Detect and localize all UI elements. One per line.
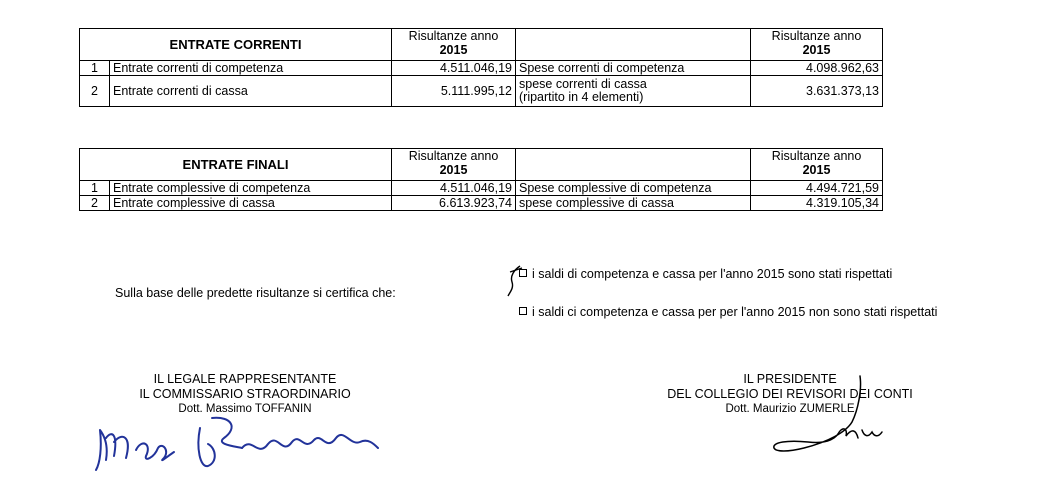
signatory-title: IL COMMISSARIO STRAORDINARIO: [139, 387, 351, 401]
signatory-name: Dott. Maurizio ZUMERLE: [725, 403, 855, 415]
entrata-label: Entrate complessive di cassa: [110, 196, 392, 211]
certification-lead: Sulla base delle predette risultanze si certifica che:: [115, 286, 396, 300]
option-1-text: i saldi di competenza e cassa per l'anno 2015 sono stati rispettati: [532, 267, 893, 281]
signatory-role: IL PRESIDENTE: [743, 372, 837, 386]
header-line1: Risultanze anno: [408, 29, 499, 43]
table-title: ENTRATE CORRENTI: [80, 29, 392, 61]
signatory-role: IL LEGALE RAPPRESENTANTE: [153, 372, 337, 386]
option-rispettati: [519, 266, 892, 283]
table-row: [80, 76, 883, 107]
header-year: 2015: [802, 43, 831, 57]
entrate-finali-table: [79, 148, 883, 211]
spesa-label-line2: (ripartito in 4 elementi): [519, 90, 644, 104]
spesa-value: 3.631.373,13: [751, 76, 883, 107]
blank-header-cell: [516, 29, 751, 61]
row-number: 2: [80, 196, 110, 211]
checkbox-unchecked: [519, 307, 527, 315]
row-number: 1: [80, 181, 110, 196]
entrata-value: 4.511.046,19: [392, 181, 516, 196]
table-row: [80, 196, 883, 211]
checkbox-checked: [519, 269, 527, 277]
spesa-value: 4.319.105,34: [751, 196, 883, 211]
spesa-label-line1: spese correnti di cassa: [519, 77, 647, 91]
row-number: 2: [80, 76, 110, 107]
header-line1: Risultanze anno: [771, 149, 862, 163]
spesa-value: 4.494.721,59: [751, 181, 883, 196]
column-header-entrate: [392, 29, 516, 61]
header-year: 2015: [439, 43, 468, 57]
entrata-value: 6.613.923,74: [392, 196, 516, 211]
spesa-label: Spese complessive di competenza: [516, 181, 751, 196]
blank-header-cell: [516, 149, 751, 181]
spesa-label: Spese correnti di competenza: [516, 61, 751, 76]
handwritten-signature-right: [768, 370, 898, 470]
signatory-name: Dott. Massimo TOFFANIN: [178, 403, 312, 415]
column-header-spese: [751, 149, 883, 181]
entrata-value: 5.111.995,12: [392, 76, 516, 107]
table-row: [80, 181, 883, 196]
spesa-value: 4.098.962,63: [751, 61, 883, 76]
handwritten-signature-left: [92, 408, 382, 478]
column-header-spese: [751, 29, 883, 61]
column-header-entrate: [392, 149, 516, 181]
row-number: 1: [80, 61, 110, 76]
table-title: ENTRATE FINALI: [80, 149, 392, 181]
entrata-label: Entrate correnti di cassa: [110, 76, 392, 107]
option-2-text: i saldi ci competenza e cassa per per l'anno 2015 non sono stati rispettati: [532, 305, 938, 319]
signatory-title: DEL COLLEGIO DEI REVISORI DEI CONTI: [667, 387, 913, 401]
header-line1: Risultanze anno: [408, 149, 499, 163]
header-line1: Risultanze anno: [771, 29, 862, 43]
table-row: [80, 61, 883, 76]
option-non-rispettati: [519, 304, 949, 321]
header-year: 2015: [439, 163, 468, 177]
spesa-label: spese complessive di cassa: [516, 196, 751, 211]
header-year: 2015: [802, 163, 831, 177]
entrata-value: 4.511.046,19: [392, 61, 516, 76]
spesa-label: [516, 76, 751, 107]
entrata-label: Entrate correnti di competenza: [110, 61, 392, 76]
entrate-correnti-table: [79, 28, 883, 107]
entrata-label: Entrate complessive di competenza: [110, 181, 392, 196]
